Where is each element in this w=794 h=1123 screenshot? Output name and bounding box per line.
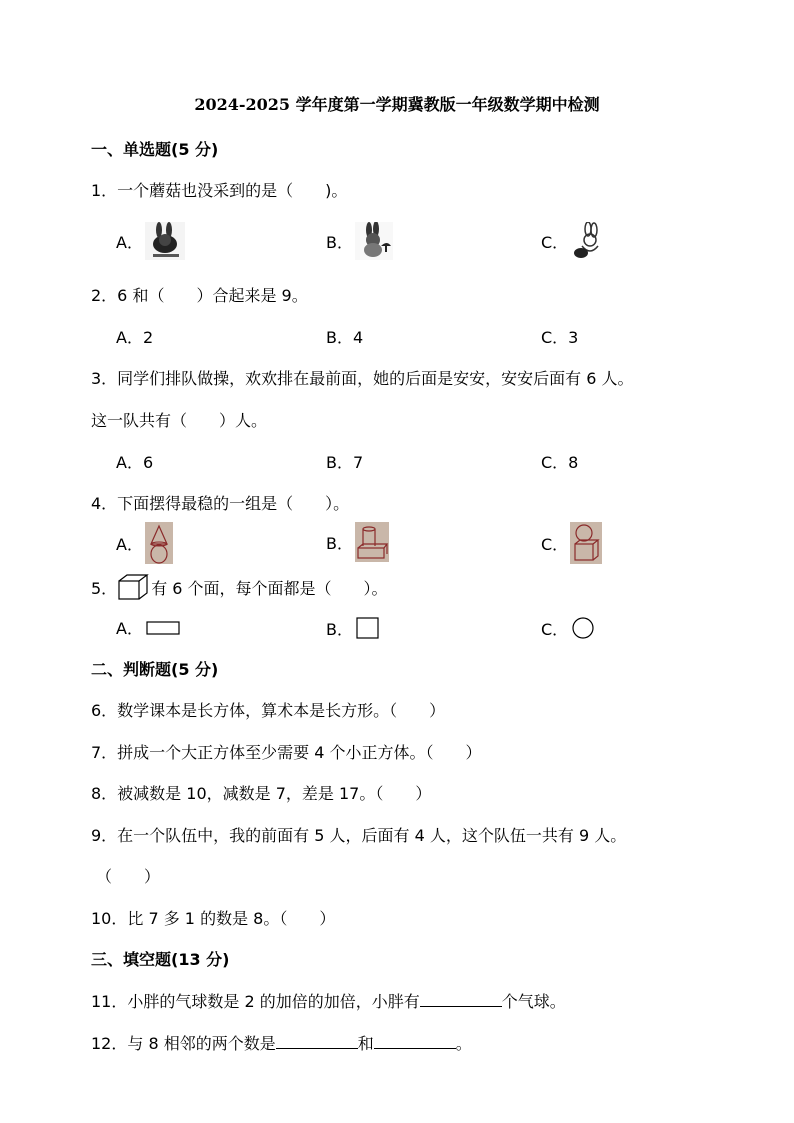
question-8: 8．被减数是 10，减数是 7，差是 17。（ ） <box>91 784 432 803</box>
option-label: A． <box>116 619 143 638</box>
question-11-text-end: 个气球。 <box>501 992 566 1011</box>
question-9-line-1: 9．在一个队伍中，我的前面有 5 人，后面有 4 人，这个队伍一共有 9 人。 <box>91 826 627 845</box>
q5-option-b[interactable] <box>326 616 381 640</box>
option-label: C． <box>541 619 569 639</box>
q3-option-c[interactable]: C．8 <box>541 453 579 472</box>
option-label: C． <box>541 534 569 554</box>
q4-option-c[interactable] <box>541 522 602 564</box>
question-5-text: 有 6 个面，每个面都是（ ）。 <box>151 578 388 598</box>
q2-option-a[interactable]: A．2 <box>116 328 154 347</box>
option-label: C． <box>541 232 569 252</box>
question-12-text-end: 。 <box>455 1034 472 1053</box>
section-heading-true-false: 二、判断题(5 分) <box>91 660 219 679</box>
question-5 <box>91 573 388 601</box>
question-2: 2．6 和（ ）合起来是 9。 <box>91 286 308 305</box>
option-label: A． <box>116 534 143 554</box>
question-3-line-2: 这一队共有（ ）人。 <box>91 411 268 430</box>
q4-option-a[interactable] <box>116 522 173 564</box>
question-10: 10．比 7 多 1 的数是 8。（ ） <box>91 909 336 928</box>
question-7: 7．拼成一个大正方体至少需要 4 个小正方体。（ ） <box>91 743 482 762</box>
rabbit-with-no-mushroom-image <box>145 222 185 260</box>
square-shape-icon <box>355 616 381 640</box>
question-4: 4．下面摆得最稳的一组是（ ）。 <box>91 494 350 513</box>
rabbit-with-mushroom-image <box>355 222 393 260</box>
answer-blank[interactable] <box>374 1034 456 1049</box>
page-title: 2024-2025 学年度第一学期冀教版一年级数学期中检测 <box>194 95 600 114</box>
q1-option-b[interactable] <box>326 222 393 260</box>
option-label: A． <box>116 232 143 252</box>
rectangle-shape-icon <box>145 619 181 637</box>
option-label: B． <box>326 533 353 553</box>
option-label: B． <box>326 232 353 252</box>
cylinder-on-box-image <box>355 522 389 562</box>
question-11 <box>91 989 566 1012</box>
cone-on-sphere-image <box>145 522 173 564</box>
q2-option-c[interactable]: C．3 <box>541 328 579 347</box>
circle-shape-icon <box>570 616 596 640</box>
q3-option-a[interactable]: A．6 <box>116 453 154 472</box>
question-3-line-1: 3．同学们排队做操，欢欢排在最前面，她的后面是安安，安安后面有 6 人。 <box>91 369 634 388</box>
q4-option-b[interactable] <box>326 522 389 562</box>
question-12 <box>91 1031 472 1054</box>
question-11-text-start: 11．小胖的气球数是 2 的加倍的加倍，小胖有 <box>91 992 420 1011</box>
question-1: 1．一个蘑菇也没采到的是（ )。 <box>91 181 348 200</box>
q1-option-c[interactable] <box>541 222 604 260</box>
q5-option-a[interactable] <box>116 616 181 639</box>
cube-icon <box>117 573 149 601</box>
question-5-number: 5． <box>91 578 118 598</box>
rabbit-with-basket-image <box>570 222 604 260</box>
section-heading-single-choice: 一、单选题(5 分) <box>91 140 219 159</box>
option-label: B． <box>326 619 353 639</box>
question-6: 6．数学课本是长方体，算术本是长方形。（ ） <box>91 701 446 720</box>
q1-option-a[interactable] <box>116 222 185 260</box>
sphere-on-cube-image <box>570 522 602 564</box>
answer-blank[interactable] <box>276 1034 358 1049</box>
question-9-line-2: （ ） <box>96 867 161 886</box>
question-12-text-middle: 和 <box>357 1034 374 1053</box>
answer-blank[interactable] <box>420 992 502 1007</box>
q5-option-c[interactable] <box>541 616 596 640</box>
section-heading-fill-blank: 三、填空题(13 分) <box>91 950 230 969</box>
q3-option-b[interactable]: B．7 <box>326 453 364 472</box>
question-12-text-start: 12．与 8 相邻的两个数是 <box>91 1034 276 1053</box>
q2-option-b[interactable]: B．4 <box>326 328 364 347</box>
